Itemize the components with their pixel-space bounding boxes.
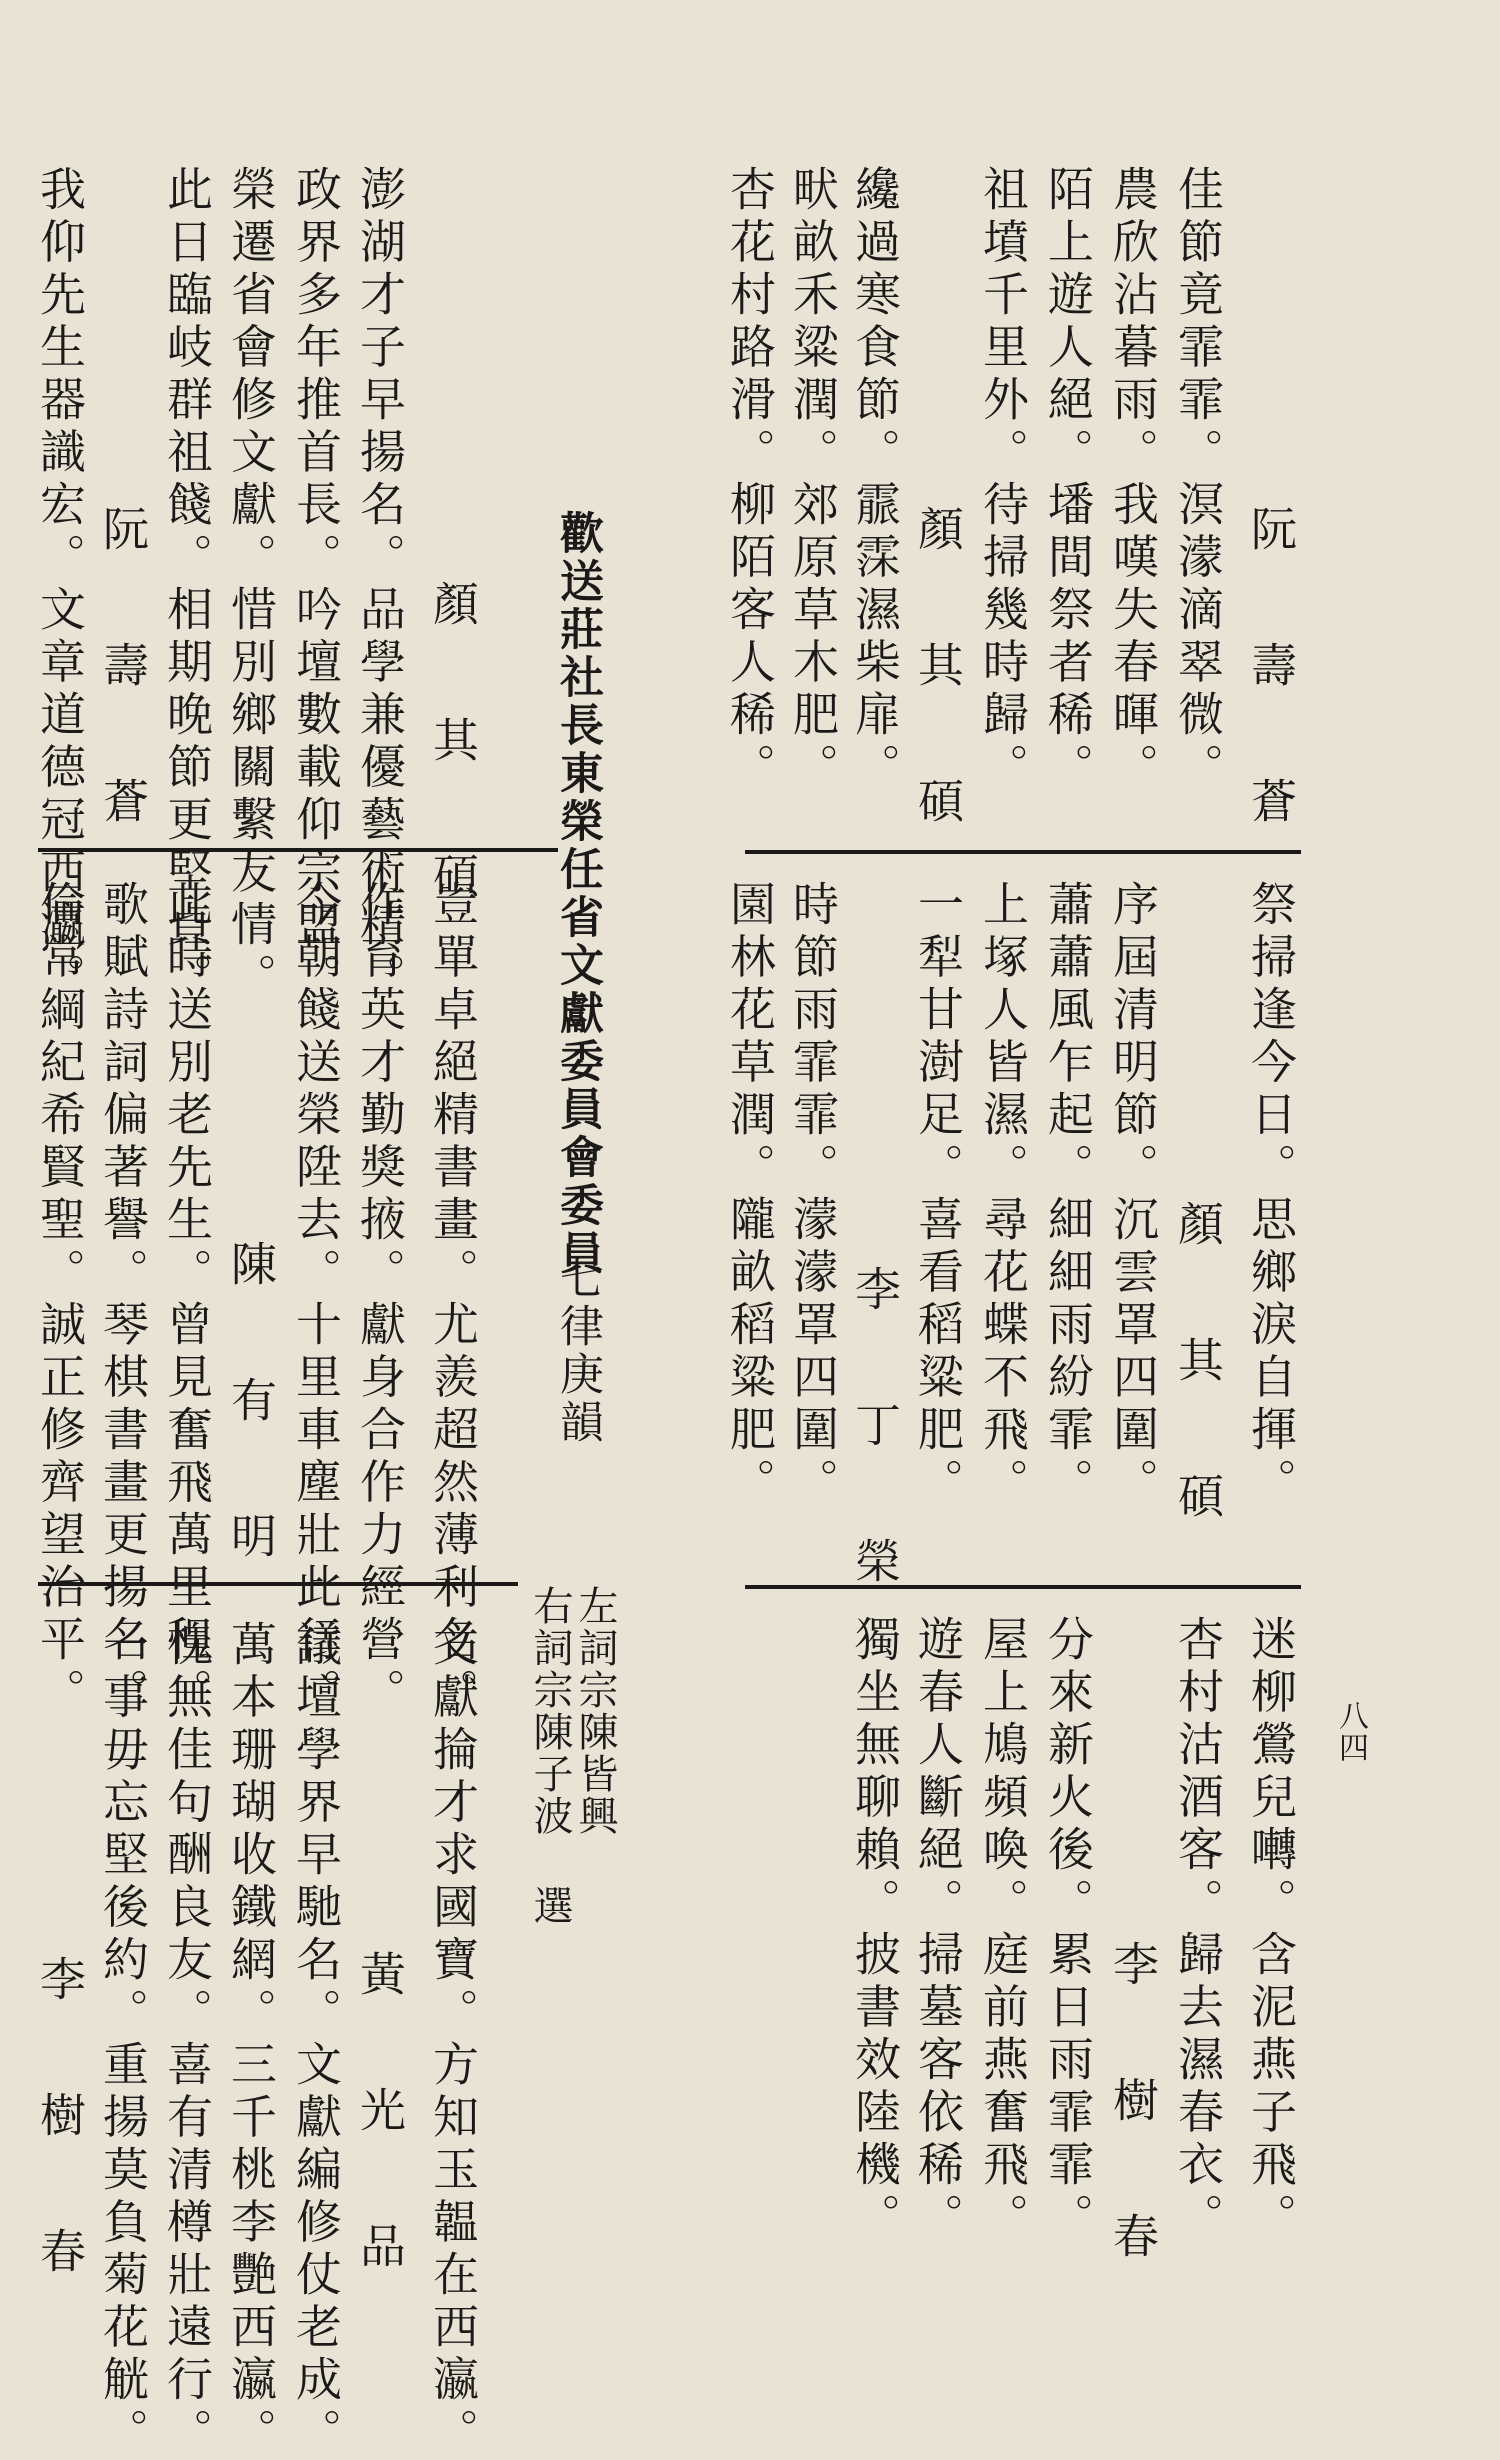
verse-line: 豈單卓絕精書畫。尤羨超然薄利名。 xyxy=(426,880,480,1720)
upper-rule-right xyxy=(745,850,1301,854)
verse-line: 序屆清明節。沉雲罩四圍。 xyxy=(1106,880,1160,1510)
author-ruan-upper: 阮 壽 蒼 xyxy=(1244,505,1298,845)
author-yan-middle: 顏 其 碩 xyxy=(1171,1200,1225,1540)
verse-line: 祭掃逢今日。思鄉淚自揮。 xyxy=(1244,880,1298,1510)
page-number: 八四 xyxy=(1333,1700,1368,1764)
verse-line: 文獻掄才求國寶。方知玉韞在西瀛。 xyxy=(426,1620,480,2460)
verse-line: 政界多年推首長。吟壇數載仰宗盟。 xyxy=(289,165,343,1005)
verse-line: 一犁甘澍足。喜看稻粱肥。 xyxy=(911,880,965,1510)
verse-line: 萬本珊瑚收鐵網。三千桃李艷西瀛。 xyxy=(224,1620,278,2460)
verse-line: 分來新火後。累日雨霏霏。 xyxy=(1041,1615,1095,2245)
verse-line: 榮遷省會修文獻。惜別鄉關繫友情。 xyxy=(224,165,278,1005)
verse-line: 纔過寒食節。霢霂濕柴扉。 xyxy=(848,165,902,795)
author-li-shuchun-2: 李 樹 春 xyxy=(33,1955,87,2295)
verse-line: 議壇學界早馳名。文獻編修仗老成。 xyxy=(289,1620,343,2460)
verse-line: 上塚人皆濕。尋花蝶不飛。 xyxy=(976,880,1030,1510)
verse-line: 此時送別老先生。曾見奮飛萬里程。 xyxy=(160,880,214,1720)
verse-line: 倫常綱紀希賢聖。誠正修齊望治平。 xyxy=(33,880,87,1720)
verse-line: 祖墳千里外。待掃幾時歸。 xyxy=(976,165,1030,795)
author-ruan-left: 阮 壽 蒼 xyxy=(96,505,150,845)
verse-line: 歌賦詩詞偏著譽。琴棋書畫更揚名。 xyxy=(96,880,150,1720)
verse-line: 一事毋忘堅後約。重揚莫負菊花觥。 xyxy=(96,1620,150,2460)
author-li-shuchun: 李 樹 春 xyxy=(1106,1940,1160,2280)
verse-line: 今朝餞送榮陞去。十里車塵壯此行。 xyxy=(289,880,343,1720)
verse-line: 杏花村路滑。柳陌客人稀。 xyxy=(723,165,777,795)
verse-line: 園林花草潤。隴畝稻粱肥。 xyxy=(723,880,777,1510)
verse-line: 畎畝禾粱潤。郊原草木肥。 xyxy=(786,165,840,795)
author-yan-upper: 顏 其 碩 xyxy=(911,505,965,845)
verse-line: 佳節竟霏霏。溟濛滴翠微。 xyxy=(1171,165,1225,795)
poem-title: 歡送莊社長東榮任省文獻委員會委員 xyxy=(552,510,603,1278)
verse-line: 蕭蕭風乍起。細細雨紛霏。 xyxy=(1041,880,1095,1510)
editor-left: 左詞宗陳皆興 xyxy=(572,1585,618,1837)
verse-line: 杏村沽酒客。歸去濕春衣。 xyxy=(1171,1615,1225,2245)
verse-line: 澎湖才子早揚名。品學兼優藝術精。 xyxy=(353,165,407,1005)
author-li-dingrong: 李 丁 榮 xyxy=(848,1265,902,1605)
verse-line: 獨坐無聊賴。披書效陸機。 xyxy=(848,1615,902,2245)
editor-label: 選 xyxy=(527,1885,573,1927)
verse-line: 農欣沾暮雨。我嘆失春暉。 xyxy=(1106,165,1160,795)
verse-line: 遊春人斷絕。掃墓客依稀。 xyxy=(911,1615,965,2245)
verse-line: 陌上遊人絕。墦間祭者稀。 xyxy=(1041,165,1095,795)
middle-rule-right xyxy=(745,1585,1301,1589)
author-chen-youming: 陳 有 明 xyxy=(224,1240,278,1580)
verse-line: 屋上鳩頻喚。庭前燕奮飛。 xyxy=(976,1615,1030,2245)
poem-subtitle: 七律庚韻 xyxy=(552,1255,603,1447)
verse-line: 作育英才勤獎掖。獻身合作力經營。 xyxy=(353,880,407,1720)
verse-line: 我仰先生器識宏。文章道德冠西瀛。 xyxy=(33,165,87,1005)
verse-line: 此日臨岐群祖餞。相期晚節更堅貞。 xyxy=(160,165,214,1005)
verse-line: 迷柳鶯兒囀。含泥燕子飛。 xyxy=(1244,1615,1298,2245)
verse-line: 時節雨霏霏。濛濛罩四圍。 xyxy=(786,880,840,1510)
author-yan-left: 顏 其 碩 xyxy=(426,580,480,920)
editor-right: 右詞宗陳子波 xyxy=(527,1585,573,1837)
author-huang-guangpin: 黃 光 品 xyxy=(353,1950,407,2290)
verse-line: 愧無佳句酬良友。喜有清樽壯遠行。 xyxy=(160,1620,214,2460)
